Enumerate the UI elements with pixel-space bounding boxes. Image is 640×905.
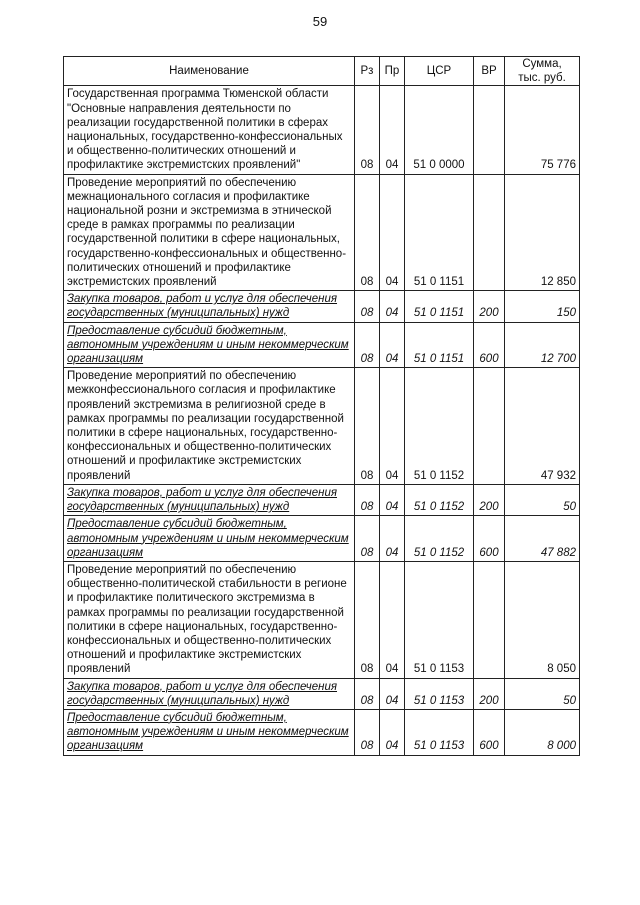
row-csr: 51 0 1152 — [405, 484, 474, 515]
row-pr: 04 — [380, 516, 405, 562]
table-row — [64, 678, 580, 709]
row-pr: 04 — [380, 322, 405, 368]
row-vr: 200 — [474, 291, 505, 322]
row-vr: 200 — [474, 678, 505, 709]
row-rz: 08 — [355, 516, 380, 562]
table-header-row — [64, 57, 580, 86]
row-rz: 08 — [355, 709, 380, 755]
table-row — [64, 86, 580, 174]
row-name: Предоставление субсидий бюджетным, автономным учреждениям и иным некоммерческим организациям — [64, 709, 355, 755]
row-vr — [474, 368, 505, 485]
row-rz: 08 — [355, 368, 380, 485]
row-csr: 51 0 1152 — [405, 368, 474, 485]
row-sum: 47 932 — [505, 368, 580, 485]
row-sum: 12 850 — [505, 174, 580, 291]
table-row — [64, 709, 580, 755]
row-pr: 04 — [380, 484, 405, 515]
page-number: 59 — [312, 14, 328, 29]
row-csr: 51 0 1151 — [405, 174, 474, 291]
row-pr: 04 — [380, 561, 405, 678]
row-pr: 04 — [380, 86, 405, 174]
row-vr — [474, 174, 505, 291]
row-csr: 51 0 1151 — [405, 322, 474, 368]
row-vr: 600 — [474, 322, 505, 368]
table-row — [64, 484, 580, 515]
row-name: Предоставление субсидий бюджетным, автономным учреждениям и иным некоммерческим организациям — [64, 516, 355, 562]
header-vr: ВР — [474, 57, 505, 86]
row-rz: 08 — [355, 561, 380, 678]
row-csr: 51 0 0000 — [405, 86, 474, 174]
row-name: Закупка товаров, работ и услуг для обеспечения государственных (муниципальных) нужд — [64, 678, 355, 709]
header-sum-line1: Сумма, — [522, 58, 562, 70]
row-pr: 04 — [380, 174, 405, 291]
table-row — [64, 174, 580, 291]
row-pr: 04 — [380, 709, 405, 755]
row-csr: 51 0 1153 — [405, 678, 474, 709]
budget-table — [63, 56, 580, 756]
row-name: Государственная программа Тюменской области "Основные направления деятельности по реализации государственной политики в сферах национальных, государственно-конфессиональных и общественно-политических отношений и профилактике экстремистских проявлений" — [64, 86, 355, 174]
row-name: Закупка товаров, работ и услуг для обеспечения государственных (муниципальных) нужд — [64, 291, 355, 322]
row-sum: 8 000 — [505, 709, 580, 755]
row-pr: 04 — [380, 368, 405, 485]
header-sum — [505, 57, 580, 86]
header-sum-line2: тыс. руб. — [518, 72, 566, 85]
row-name: Проведение мероприятий по обеспечению межнационального согласия и профилактике национальной розни и экстремизма в этнической среде в рамках программы по реализации государственной политики в сфере национальных, государственно-конфессиональных и общественно-политических отношений и профилактике экстремистских проявлений — [64, 174, 355, 291]
row-sum: 50 — [505, 484, 580, 515]
row-rz: 08 — [355, 678, 380, 709]
row-sum: 47 882 — [505, 516, 580, 562]
table-row — [64, 291, 580, 322]
row-sum: 50 — [505, 678, 580, 709]
row-csr: 51 0 1153 — [405, 709, 474, 755]
row-pr: 04 — [380, 678, 405, 709]
header-rz: Рз — [355, 57, 380, 86]
row-name: Проведение мероприятий по обеспечению общественно-политической стабильности в регионе и профилактике политического экстремизма в рамках программы по реализации государственной политики в сфере национальных, государственно-конфессиональных и общественно-политических отношений и профилактике экстремистских проявлений — [64, 561, 355, 678]
row-rz: 08 — [355, 322, 380, 368]
table-row — [64, 516, 580, 562]
row-rz: 08 — [355, 86, 380, 174]
header-name: Наименование — [64, 57, 355, 86]
row-csr: 51 0 1153 — [405, 561, 474, 678]
table-row — [64, 368, 580, 485]
row-sum: 12 700 — [505, 322, 580, 368]
row-pr: 04 — [380, 291, 405, 322]
row-rz: 08 — [355, 174, 380, 291]
row-vr: 600 — [474, 516, 505, 562]
row-csr: 51 0 1152 — [405, 516, 474, 562]
row-rz: 08 — [355, 484, 380, 515]
row-vr: 600 — [474, 709, 505, 755]
row-vr: 200 — [474, 484, 505, 515]
table-row — [64, 561, 580, 678]
row-vr — [474, 86, 505, 174]
row-csr: 51 0 1151 — [405, 291, 474, 322]
row-name: Закупка товаров, работ и услуг для обеспечения государственных (муниципальных) нужд — [64, 484, 355, 515]
header-pr: Пр — [380, 57, 405, 86]
row-rz: 08 — [355, 291, 380, 322]
row-vr — [474, 561, 505, 678]
row-sum: 150 — [505, 291, 580, 322]
table-row — [64, 322, 580, 368]
header-csr: ЦСР — [405, 57, 474, 86]
row-name: Проведение мероприятий по обеспечению межконфессионального согласия и профилактике проявлений экстремизма в религиозной среде в рамках программы по реализации государственной политики в сфере национальных, государственно-конфессиональных и общественно-политических отношений и профилактике экстремистских проявлений — [64, 368, 355, 485]
row-sum: 75 776 — [505, 86, 580, 174]
row-name: Предоставление субсидий бюджетным, автономным учреждениям и иным некоммерческим организациям — [64, 322, 355, 368]
row-sum: 8 050 — [505, 561, 580, 678]
